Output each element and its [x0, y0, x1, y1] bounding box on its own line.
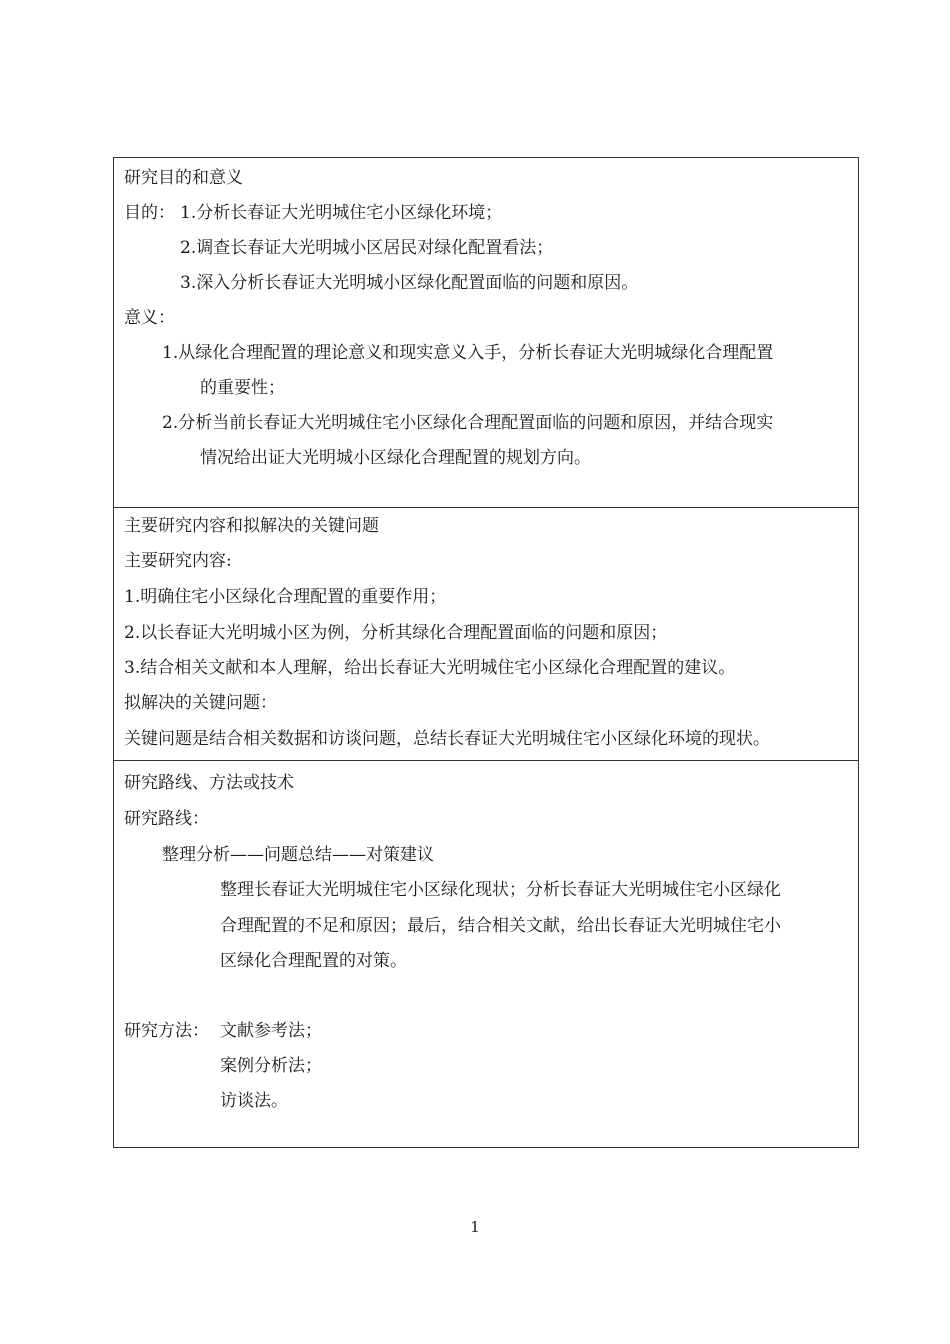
section-content-key-issues: [114, 508, 858, 761]
significance-label: 意义：: [124, 308, 175, 328]
method-label: 研究方法：: [124, 1021, 209, 1041]
purpose-label: 目的：: [124, 203, 175, 223]
proposal-form-table: [113, 157, 859, 1148]
key-issue-text: 关键问题是结合相关数据和访谈问题，总结长春证大光明城住宅小区绿化环境的现状。: [124, 729, 770, 749]
section-route-method: [114, 761, 858, 1147]
content-item: 3.结合相关文献和本人理解，给出长春证大光明城住宅小区绿化合理配置的建议。: [124, 658, 736, 678]
purpose-item: 1.分析长春证大光明城住宅小区绿化环境；: [180, 203, 503, 223]
section-heading: 主要研究内容和拟解决的关键问题: [124, 516, 379, 536]
route-flow: 整理分析——问题总结——对策建议: [162, 845, 434, 865]
page-number: 1: [470, 1218, 480, 1236]
key-issue-label: 拟解决的关键问题：: [124, 693, 277, 713]
significance-item-line: 1.从绿化合理配置的理论意义和现实意义入手，分析长春证大光明城绿化合理配置: [162, 343, 774, 363]
method-item: 文献参考法；: [220, 1021, 322, 1041]
route-description-line: 合理配置的不足和原因；最后，结合相关文献，给出长春证大光明城住宅小: [220, 916, 781, 936]
significance-item-line: 2.分析当前长春证大光明城住宅小区绿化合理配置面临的问题和原因，并结合现实: [162, 413, 774, 433]
content-item: 2.以长春证大光明城小区为例，分析其绿化合理配置面临的问题和原因；: [124, 623, 668, 643]
section-purpose-significance: [114, 158, 858, 508]
content-item: 1.明确住宅小区绿化合理配置的重要作用；: [124, 587, 447, 607]
route-label: 研究路线：: [124, 809, 209, 829]
significance-item-line: 情况给出证大光明城小区绿化合理配置的规划方向。: [200, 448, 591, 468]
purpose-item: 3.深入分析长春证大光明城小区绿化配置面临的问题和原因。: [180, 273, 639, 293]
section-heading: 研究目的和意义: [124, 168, 243, 188]
method-item: 访谈法。: [220, 1091, 288, 1111]
route-description-line: 区绿化合理配置的对策。: [220, 951, 407, 971]
purpose-item: 2.调查长春证大光明城小区居民对绿化配置看法；: [180, 238, 554, 258]
method-item: 案例分析法；: [220, 1056, 322, 1076]
route-description-line: 整理长春证大光明城住宅小区绿化现状；分析长春证大光明城住宅小区绿化: [220, 880, 781, 900]
section-heading: 研究路线、方法或技术: [124, 773, 294, 793]
significance-item-line: 的重要性；: [200, 378, 285, 398]
content-label: 主要研究内容:: [124, 551, 232, 571]
